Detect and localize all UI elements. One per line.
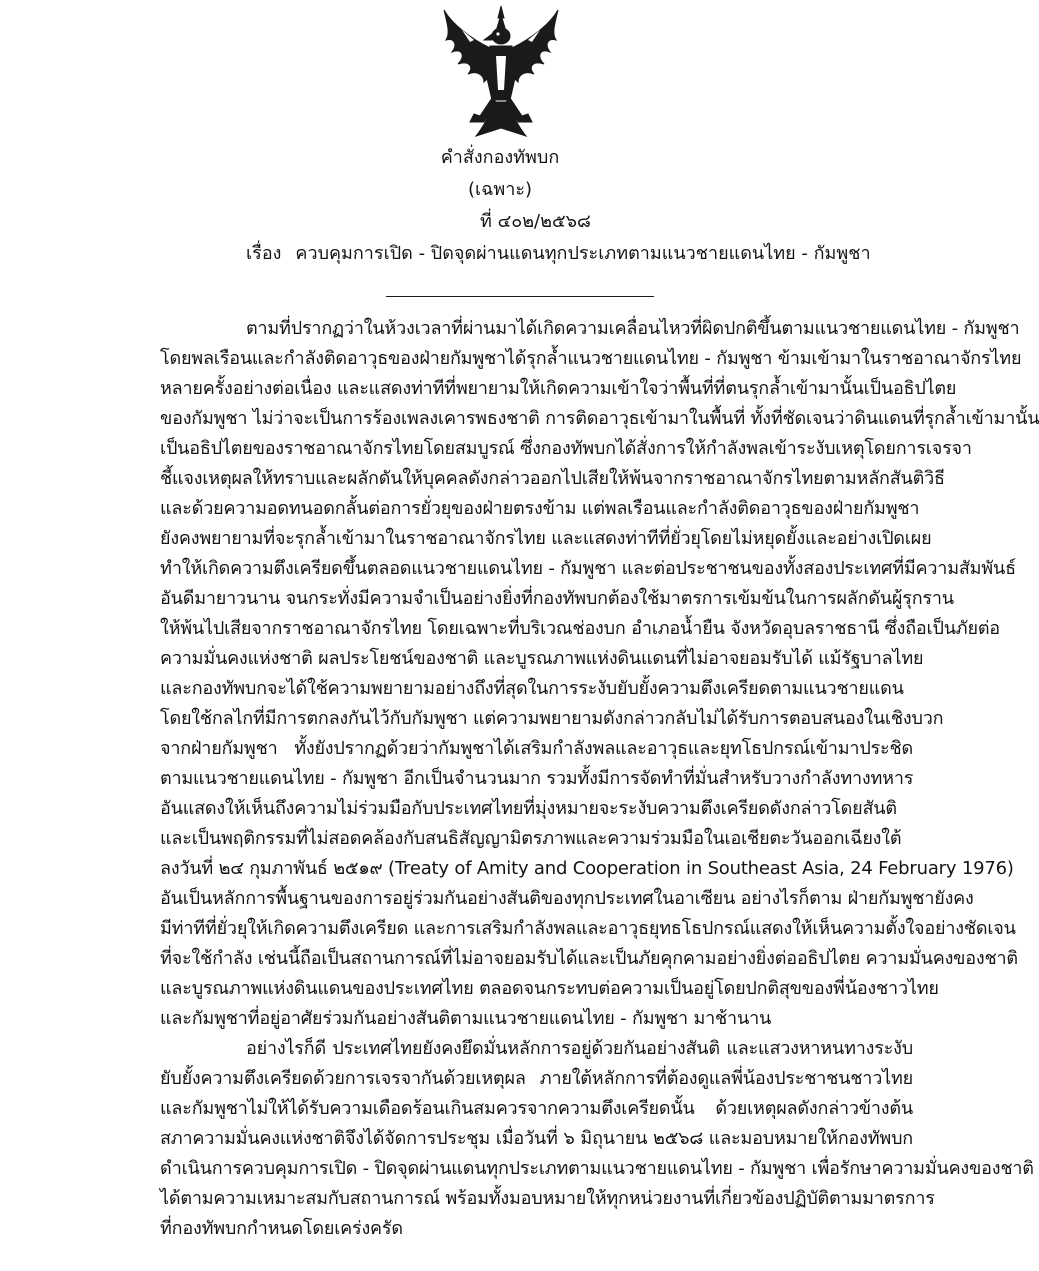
body-line: ที่กองทัพบกกำหนดโดยเคร่งครัด [160, 1218, 403, 1239]
body-line: หลายครั้งอย่างต่อเนื่อง และแสดงท่าทีที่พยายามให้เกิดความเข้าใจว่าพื้นที่ที่ตนรุกล้ำเข้ามานั้นเป็นอธิปไตย [160, 378, 957, 399]
document-classification: (เฉพาะ) [467, 179, 533, 200]
body-line: อย่างไรก็ดี ประเทศไทยยังคงยึดมั่นหลักการอยู่ด้วยกันอย่างสันติ และแสวงหาหนทางระงับ [246, 1038, 913, 1059]
body-line: สภาความมั่นคงแห่งชาติจึงได้จัดการประชุม เมื่อวันที่ ๖ มิถุนายน ๒๕๖๘ และมอบหมายให้กองทัพบก [160, 1128, 913, 1149]
body-line: โดยพลเรือนและกำลังติดอาวุธของฝ่ายกัมพูชาได้รุกล้ำแนวชายแดนไทย - กัมพูชา ข้ามเข้ามาในราชอาณาจักรไทย [160, 348, 1022, 369]
body-line: และกัมพูชาไม่ให้ได้รับความเดือดร้อนเกินสมควรจากความตึงเครียดนั้น ด้วยเหตุผลดังกล่าวข้างต้น [160, 1098, 913, 1119]
subject-text: ควบคุมการเปิด - ปิดจุดผ่านแดนทุกประเภทตามแนวชายแดนไทย - กัมพูชา [295, 243, 871, 264]
order-number: ที่ ๔๐๒/๒๕๖๘ [480, 211, 591, 232]
body-line: ยับยั้งความตึงเครียดด้วยการเจรจากันด้วยเหตุผล ภายใต้หลักการที่ต้องดูแลพี่น้องประชาชนชาวไทย [160, 1068, 913, 1089]
document-title: คำสั่งกองทัพบก [440, 147, 560, 168]
body-line: ตามที่ปรากฏว่าในห้วงเวลาที่ผ่านมาได้เกิดความเคลื่อนไหวที่ผิดปกติขึ้นตามแนวชายแดนไทย - กัมพูชา [246, 318, 1020, 339]
body-line: และบูรณภาพแห่งดินแดนของประเทศไทย ตลอดจนกระทบต่อความเป็นอยู่โดยปกติสุขของพี่น้องชาวไทย [160, 978, 939, 999]
body-line: และเป็นพฤติกรรมที่ไม่สอดคล้องกับสนธิสัญญามิตรภาพและความร่วมมือในเอเชียตะวันออกเฉียงใต้ [160, 828, 902, 849]
subject-line [246, 242, 871, 266]
body-line: และกองทัพบกจะได้ใช้ความพยายามอย่างถึงที่สุดในการระงับยับยั้งความตึงเครียดตามแนวชายแดน [160, 678, 904, 699]
body-line: อันแสดงให้เห็นถึงความไม่ร่วมมือกับประเทศไทยที่มุ่งหมายจะระงับความตึงเครียดดังกล่าวโดยสันติ [160, 798, 897, 819]
body-line: ได้ตามความเหมาะสมกับสถานการณ์ พร้อมทั้งมอบหมายให้ทุกหน่วยงานที่เกี่ยวข้องปฏิบัติตามมาตรการ [160, 1188, 935, 1209]
body-line: เป็นอธิปไตยของราชอาณาจักรไทยโดยสมบูรณ์ ซึ่งกองทัพบกได้สั่งการให้กำลังพลเข้าระงับเหตุโดยการเจรจา [160, 438, 972, 459]
body-line: และด้วยความอดทนอดกลั้นต่อการยั่วยุของฝ่ายตรงข้าม แต่พลเรือนและกำลังติดอาวุธของฝ่ายกัมพูชา [160, 498, 920, 519]
body-line: อันดีมายาวนาน จนกระทั่งมีความจำเป็นอย่างยิ่งที่กองทัพบกต้องใช้มาตรการเข้มข้นในการผลักดันผู้รุกราน [160, 588, 954, 609]
body-line: และกัมพูชาที่อยู่อาศัยร่วมกันอย่างสันติตามแนวชายแดนไทย - กัมพูชา มาช้านาน [160, 1008, 772, 1029]
body-line: ดำเนินการควบคุมการเปิด - ปิดจุดผ่านแดนทุกประเภทตามแนวชายแดนไทย - กัมพูชา เพื่อรักษาความมั่นคงของชาติ [160, 1158, 1034, 1179]
divider [386, 296, 654, 297]
body-line: ที่จะใช้กำลัง เช่นนี้ถือเป็นสถานการณ์ที่ไม่อาจยอมรับได้และเป็นภัยคุกคามอย่างยิ่งต่ออธิปไตย ความมั่นคงของชาติ [160, 948, 1018, 969]
body-line: ความมั่นคงแห่งชาติ ผลประโยชน์ของชาติ และบูรณภาพแห่งดินแดนที่ไม่อาจยอมรับได้ แม้รัฐบาลไทย [160, 648, 924, 669]
body-line: ทำให้เกิดความตึงเครียดขึ้นตลอดแนวชายแดนไทย - กัมพูชา และต่อประชาชนของทั้งสองประเทศที่มีความสัมพันธ์ [160, 558, 1016, 579]
body-line: ลงวันที่ ๒๔ กุมภาพันธ์ ๒๕๑๙ (Treaty of Amity and Cooperation in Southeast Asia, 24 February 1976) [160, 858, 1014, 879]
body-line: โดยใช้กลไกที่มีการตกลงกันไว้กับกัมพูชา แต่ความพยายามดังกล่าวกลับไม่ได้รับการตอบสนองในเชิงบวก [160, 708, 944, 729]
body-line: ชี้แจงเหตุผลให้ทราบและผลักดันให้บุคคลดังกล่าวออกไปเสียให้พ้นจากราชอาณาจักรไทยตามหลักสันติวิธี [160, 468, 945, 489]
body-line: จากฝ่ายกัมพูชา ทั้งยังปรากฏด้วยว่ากัมพูชาได้เสริมกำลังพลและอาวุธและยุทโธปกรณ์เข้ามาประชิด [160, 738, 913, 759]
body-line: ตามแนวชายแดนไทย - กัมพูชา อีกเป็นจำนวนมาก รวมทั้งมีการจัดทำที่มั่นสำหรับวางกำลังทางทหาร [160, 768, 914, 789]
subject-label: เรื่อง [246, 243, 282, 264]
body-line: มีท่าทีที่ยั่วยุให้เกิดความตึงเครียด และการเสริมกำลังพลและอาวุธยุทธโธปกรณ์แสดงให้เห็นความตั้งใจอย่างชัดเจน [160, 918, 1016, 939]
body-line: ของกัมพูชา ไม่ว่าจะเป็นการร้องเพลงเคารพธงชาติ การติดอาวุธเข้ามาในพื้นที่ ทั้งที่ชัดเจนว่าดินแดนที่รุกล้ำเข้ามานั้น [160, 408, 1039, 429]
body-line: ให้พ้นไปเสียจากราชอาณาจักรไทย โดยเฉพาะที่บริเวณช่องบก อำเภอน้ำยืน จังหวัดอุบลราชธานี ซึ่งถือเป็นภัยต่อ [160, 618, 1000, 639]
body-line: ยังคงพยายามที่จะรุกล้ำเข้ามาในราชอาณาจักรไทย และแสดงท่าทีที่ยั่วยุโดยไม่หยุดยั้งและอย่างเปิดเผย [160, 528, 932, 549]
garuda-emblem [440, 4, 562, 140]
body-line: อันเป็นหลักการพื้นฐานของการอยู่ร่วมกันอย่างสันติของทุกประเทศในอาเซียน อย่างไรก็ตาม ฝ่ายกัมพูชายังคง [160, 888, 974, 909]
